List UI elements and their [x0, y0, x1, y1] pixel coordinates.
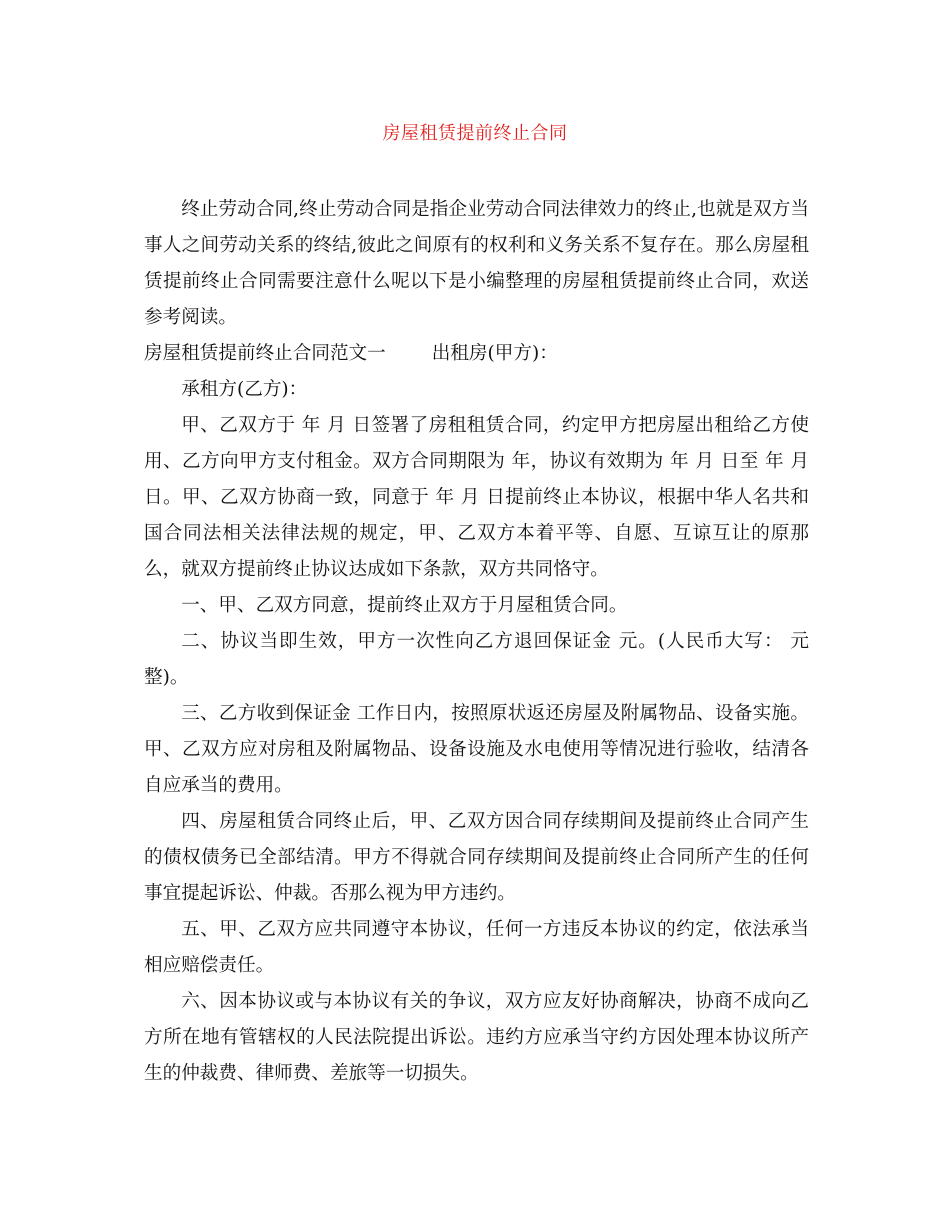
lessor-label: 出租房(甲方)：: [431, 343, 558, 364]
intro-paragraph: 终止劳动合同,终止劳动合同是指企业劳动合同法律效力的终止,也就是双方当事人之间劳动关系的终结,彼此之间原有的权利和义务关系不复存在。那么房屋租赁提前终止合同需要注意什么呢以下是小编整理的房屋租赁提前终止合同，欢送参考阅读。: [144, 199, 809, 328]
clause-2: 二、协议当即生效，甲方一次性向乙方退回保证金 元。(人民币大写： 元整)。: [144, 631, 809, 688]
sample-heading-line: [144, 336, 809, 372]
clause-5: 五、甲、乙双方应共同遵守本协议，任何一方违反本协议的约定，依法承当相应赔偿责任。: [144, 919, 809, 976]
preamble-paragraph: 甲、乙双方于 年 月 日签署了房租租赁合同，约定甲方把房屋出租给乙方使用、乙方向甲方支付租金。双方合同期限为 年，协议有效期为 年 月 日至 年 月 日。甲、乙双方协商一致，同意于 年 月 日提前终止本协议，根据中华人名共和国合同法相关法律法规的规定，甲、乙双方本着平等、自愿、互谅互让的原那么，就双方提前终止协议达成如下条款，双方共同恪守。: [144, 415, 809, 580]
clause-3: 三、乙方收到保证金 工作日内，按照原状返还房屋及附属物品、设备实施。甲、乙双方应对房租及附属物品、设备设施及水电使用等情况进行验收，结清各自应承当的费用。: [144, 703, 809, 796]
document-body: [144, 192, 809, 1092]
clause-6: 六、因本协议或与本协议有关的争议，双方应友好协商解决，协商不成向乙方所在地有管辖权的人民法院提出诉讼。违约方应承当守约方因处理本协议所产生的仲裁费、律师费、差旅等一切损失。: [144, 991, 809, 1084]
lessee-label: 承租方(乙方)：: [181, 379, 308, 400]
sample-heading: 房屋租赁提前终止合同范文一: [144, 343, 386, 364]
clause-4: 四、房屋租赁合同终止后，甲、乙双方因合同存续期间及提前终止合同产生的债权债务已全部结清。甲方不得就合同存续期间及提前终止合同所产生的任何事宜提起诉讼、仲裁。否那么视为甲方违约。: [144, 811, 809, 904]
clause-1: 一、甲、乙双方同意，提前终止双方于月屋租赁合同。: [181, 595, 628, 616]
document-title: 房屋租赁提前终止合同: [382, 123, 568, 144]
